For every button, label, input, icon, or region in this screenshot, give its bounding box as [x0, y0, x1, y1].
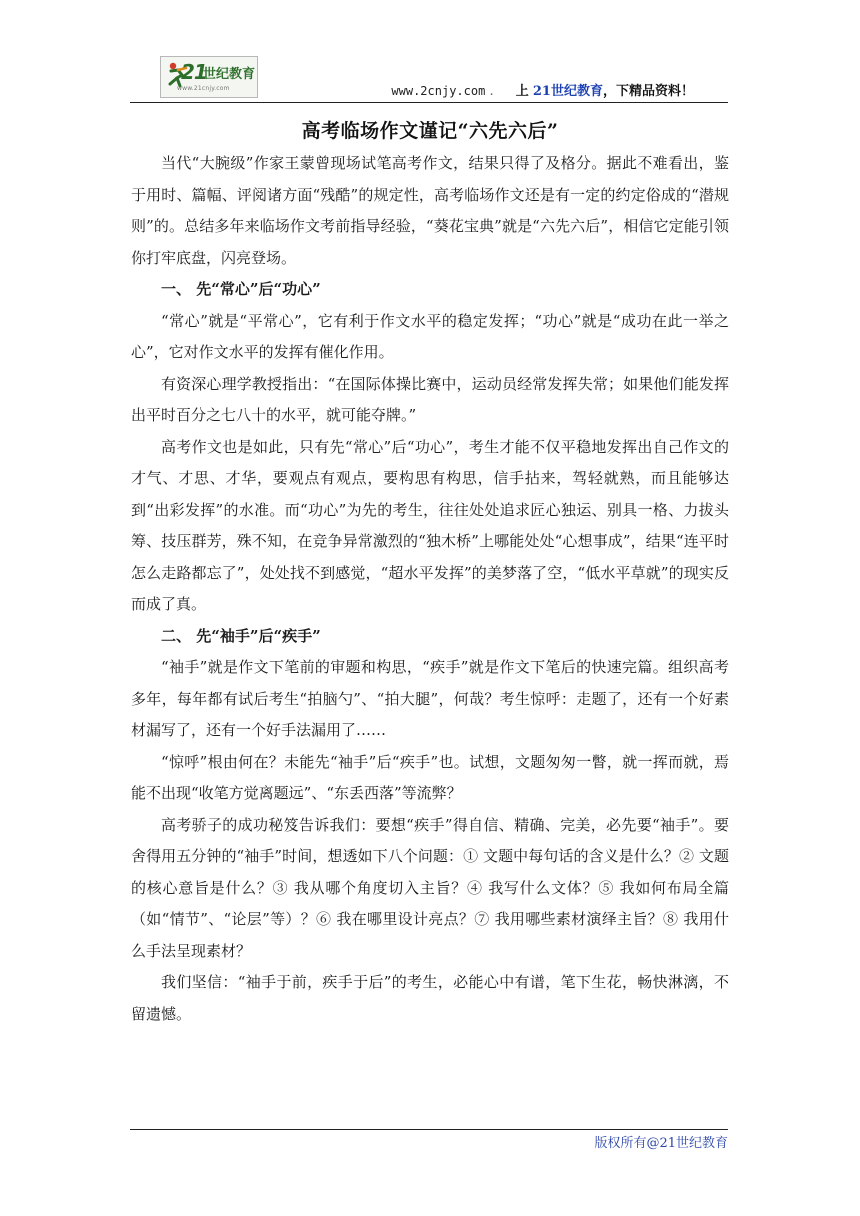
- paragraph: 我们坚信：“袖手于前，疾手于后”的考生，必能心中有谱，笔下生花，畅快淋漓，不留遗憾。: [131, 973, 729, 1023]
- header-slogan-text: ，下精品资料！: [602, 84, 694, 99]
- article-body: [131, 148, 729, 1030]
- page-header: [130, 56, 728, 103]
- header-up-text: 上: [515, 84, 529, 99]
- paragraph: “常心”就是“平常心”，它有利于作文水平的稳定发挥；“功心”就是“成功在此一举之心”，它对作文水平的发挥有催化作用。: [131, 311, 729, 361]
- footer-divider: [130, 1129, 728, 1130]
- site-logo: [160, 56, 258, 98]
- paragraph: “惊呼”根由何在？未能先“袖手”后“疾手”也。试想，文题匆匆一瞥，就一挥而就，焉能不出现“收笔方觉离题远”、“东丢西落”等流弊？: [131, 752, 729, 802]
- page-title: 高考临场作文谨记“六先六后”: [301, 120, 559, 142]
- section-heading-2: 二、 先“袖手”后“疾手”: [161, 626, 321, 645]
- paragraph: “袖手”就是作文下笔前的审题和构思，“疾手”就是作文下笔后的快速完篇。组织高考多年，每年都有试后考生“拍脑勺”、“拍大腿”，何哉？考生惊呼：走题了，还有一个好素材漏写了，还有一个好手法漏用了……: [131, 658, 729, 739]
- paragraph: 高考骄子的成功秘笈告诉我们：要想“疾手”得自信、精确、完美，必先要“袖手”。要舍得用五分钟的“袖手”时间，想透如下八个问题：① 文题中每句话的含义是什么？② 文题的核心意旨是什么？③ 我从哪个角度切入主旨？④ 我写什么文体？⑤ 我如何布局全篇（如“情节”、“论层”等）？⑥ 我在哪里设计亮点？⑦ 我用哪些素材演绎主旨？⑧ 我用什么手法呈现素材？: [131, 815, 729, 960]
- logo-number: 21: [181, 60, 207, 84]
- footer-copyright: 版权所有@21世纪教育: [594, 1136, 728, 1151]
- site-link[interactable]: www.2cnjy.com: [391, 84, 486, 98]
- logo-url: www.21cnjy.com: [177, 85, 230, 92]
- brand-link[interactable]: 21世纪教育: [532, 84, 603, 99]
- section-heading-1: 一、 先“常心”后“功心”: [161, 280, 321, 298]
- paragraph: 有资深心理学教授指出：“在国际体操比赛中，运动员经常发挥失常；如果他们能发挥出平时百分之七八十的水平，就可能夺牌。”: [131, 374, 729, 424]
- paragraph-intro: 当代“大腕级”作家王蒙曾现场试笔高考作文，结果只得了及格分。据此不难看出，鉴于用时、篇幅、评阅诸方面“残酷”的规定性，高考临场作文还是有一定的约定俗成的“潜规则”的。总结多年来临场作文考前指导经验，“葵花宝典”就是“六先六后”，相信它定能引领你打牢底盘，闪亮登场。: [131, 154, 729, 267]
- header-slogan: [391, 80, 694, 99]
- logo-text: 世纪教育: [203, 67, 256, 82]
- header-separator: .: [489, 84, 494, 99]
- paragraph: 高考作文也是如此，只有先“常心”后“功心”，考生才能不仅平稳地发挥出自己作文的才气、才思、才华，要观点有观点，要构思有构思，信手拈来，驾轻就熟，而且能够达到“出彩发挥”的水准。而“功心”为先的考生，往往处处追求匠心独运、别具一格、力拔头筹、技压群芳，殊不知，在竞争异常激烈的“独木桥”上哪能处处“心想事成”，结果“连平时怎么走路都忘了”，处处找不到感觉，“超水平发挥”的美梦落了空，“低水平草就”的现实反而成了真。: [131, 437, 729, 613]
